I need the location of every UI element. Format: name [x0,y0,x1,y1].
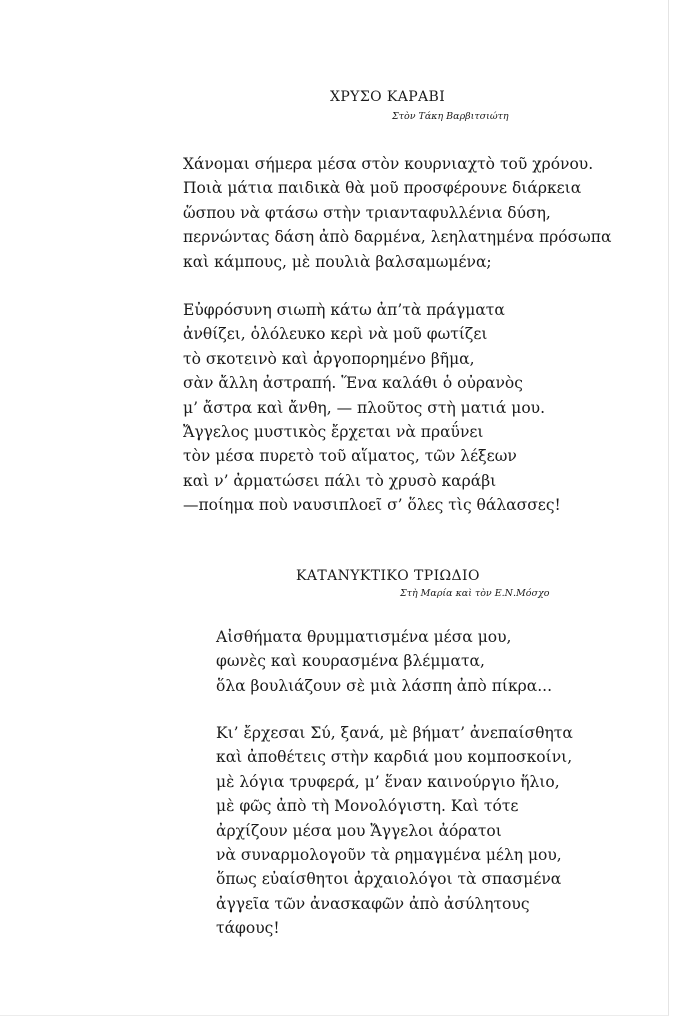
verse-line: ὥσπου νὰ φτάσω στὴν τριανταφυλλένια δύση, [183,203,551,222]
verse-line: Κι’ ἔρχεσαι Σύ, ξανά, μὲ βήματ’ ἀνεπαίσθητα [216,724,573,742]
verse-line: νὰ συναρμολογοῦν τὰ ρημαγμένα μέλη μου, [216,845,562,864]
stanza [183,152,611,274]
verse-line: φωνὲς καὶ κουρασμένα βλέμματα, [216,652,485,671]
verse-line: Ἄγγελος μυστικὸς ἔρχεται νὰ πραΰνει [183,422,484,441]
verse-line: καὶ ἀποθέτεις στὴν καρδιά μου κομποσκοίνι, [216,748,573,767]
verse-line: σὰν ἄλλη ἀστραπή. Ἕνα καλάθι ὁ οὐρανὸς [183,374,523,393]
stanza [183,298,561,518]
poem-title: ΚΑΤΑΝΥΚΤΙΚΟ ΤΡΙΩΔΙΟ [296,568,480,584]
verse-line: ὅλα βουλιάζουν σὲ μιὰ λάσπη ἀπὸ πίκρα... [216,676,553,695]
verse-line: Ποιὰ μάτια παιδικὰ θὰ μοῦ προσφέρουνε διάρκεια [183,179,582,198]
verse-line: περνώντας δάση ἀπὸ δαρμένα, λεηλατημένα πρόσωπα [183,228,612,247]
verse-line: Αἰσθήματα θρυμματισμένα μέσα μου, [216,628,512,646]
poem-title: ΧΡΥΣΟ ΚΑΡΑΒΙ [330,89,446,105]
verse-line: ἀρχίζουν μέσα μου Ἄγγελοι ἀόρατοι [216,821,502,840]
verse-line: τὸ σκοτεινὸ καὶ ἀργοπορημένο βῆμα, [183,349,475,368]
verse-line: καὶ κάμπους, μὲ πουλιὰ βαλσαμωμένα; [183,252,492,271]
poem-dedication: Στὸν Τάκη Βαρβιτσιώτη [392,111,509,122]
verse-line: —ποίημα ποὺ ναυσιπλοεῖ σ’ ὅλες τὶς θάλασσες! [183,496,561,515]
verse-line: μὲ λόγια τρυφερά, μ’ ἕναν καινούργιο ἥλιο, [216,772,560,791]
verse-line: ἀγγεῖα τῶν ἀνασκαφῶν ἀπὸ ἀσύλητους [216,894,530,913]
stanza [216,625,552,698]
poem-dedication: Στὴ Μαρία καὶ τὸν Ε.Ν.Μόσχο [400,588,550,599]
verse-line: καὶ ν’ ἀρματώσει πάλι τὸ χρυσὸ καράβι [183,471,497,490]
verse-line: τάφους! [216,919,280,938]
verse-line: μ’ ἄστρα καὶ ἄνθη, — πλοῦτος στὴ ματιά μου. [183,398,545,417]
verse-line: Εὐφρόσυνη σιωπὴ κάτω ἀπ’τὰ πράγματα [183,301,505,319]
stanza [216,721,573,941]
verse-line: τὸν μέσα πυρετὸ τοῦ αἵματος, τῶν λέξεων [183,447,517,466]
verse-line: ἀνθίζει, ὁλόλευκο κερὶ νὰ μοῦ φωτίζει [183,325,488,344]
verse-line: μὲ φῶς ἀπὸ τὴ Μονολόγιστη. Καὶ τότε [216,797,519,816]
verse-line: ὅπως εὐαίσθητοι ἀρχαιολόγοι τὰ σπασμένα [216,870,562,889]
verse-line: Χάνομαι σήμερα μέσα στὸν κουρνιαχτὸ τοῦ χρόνου. [183,155,594,173]
